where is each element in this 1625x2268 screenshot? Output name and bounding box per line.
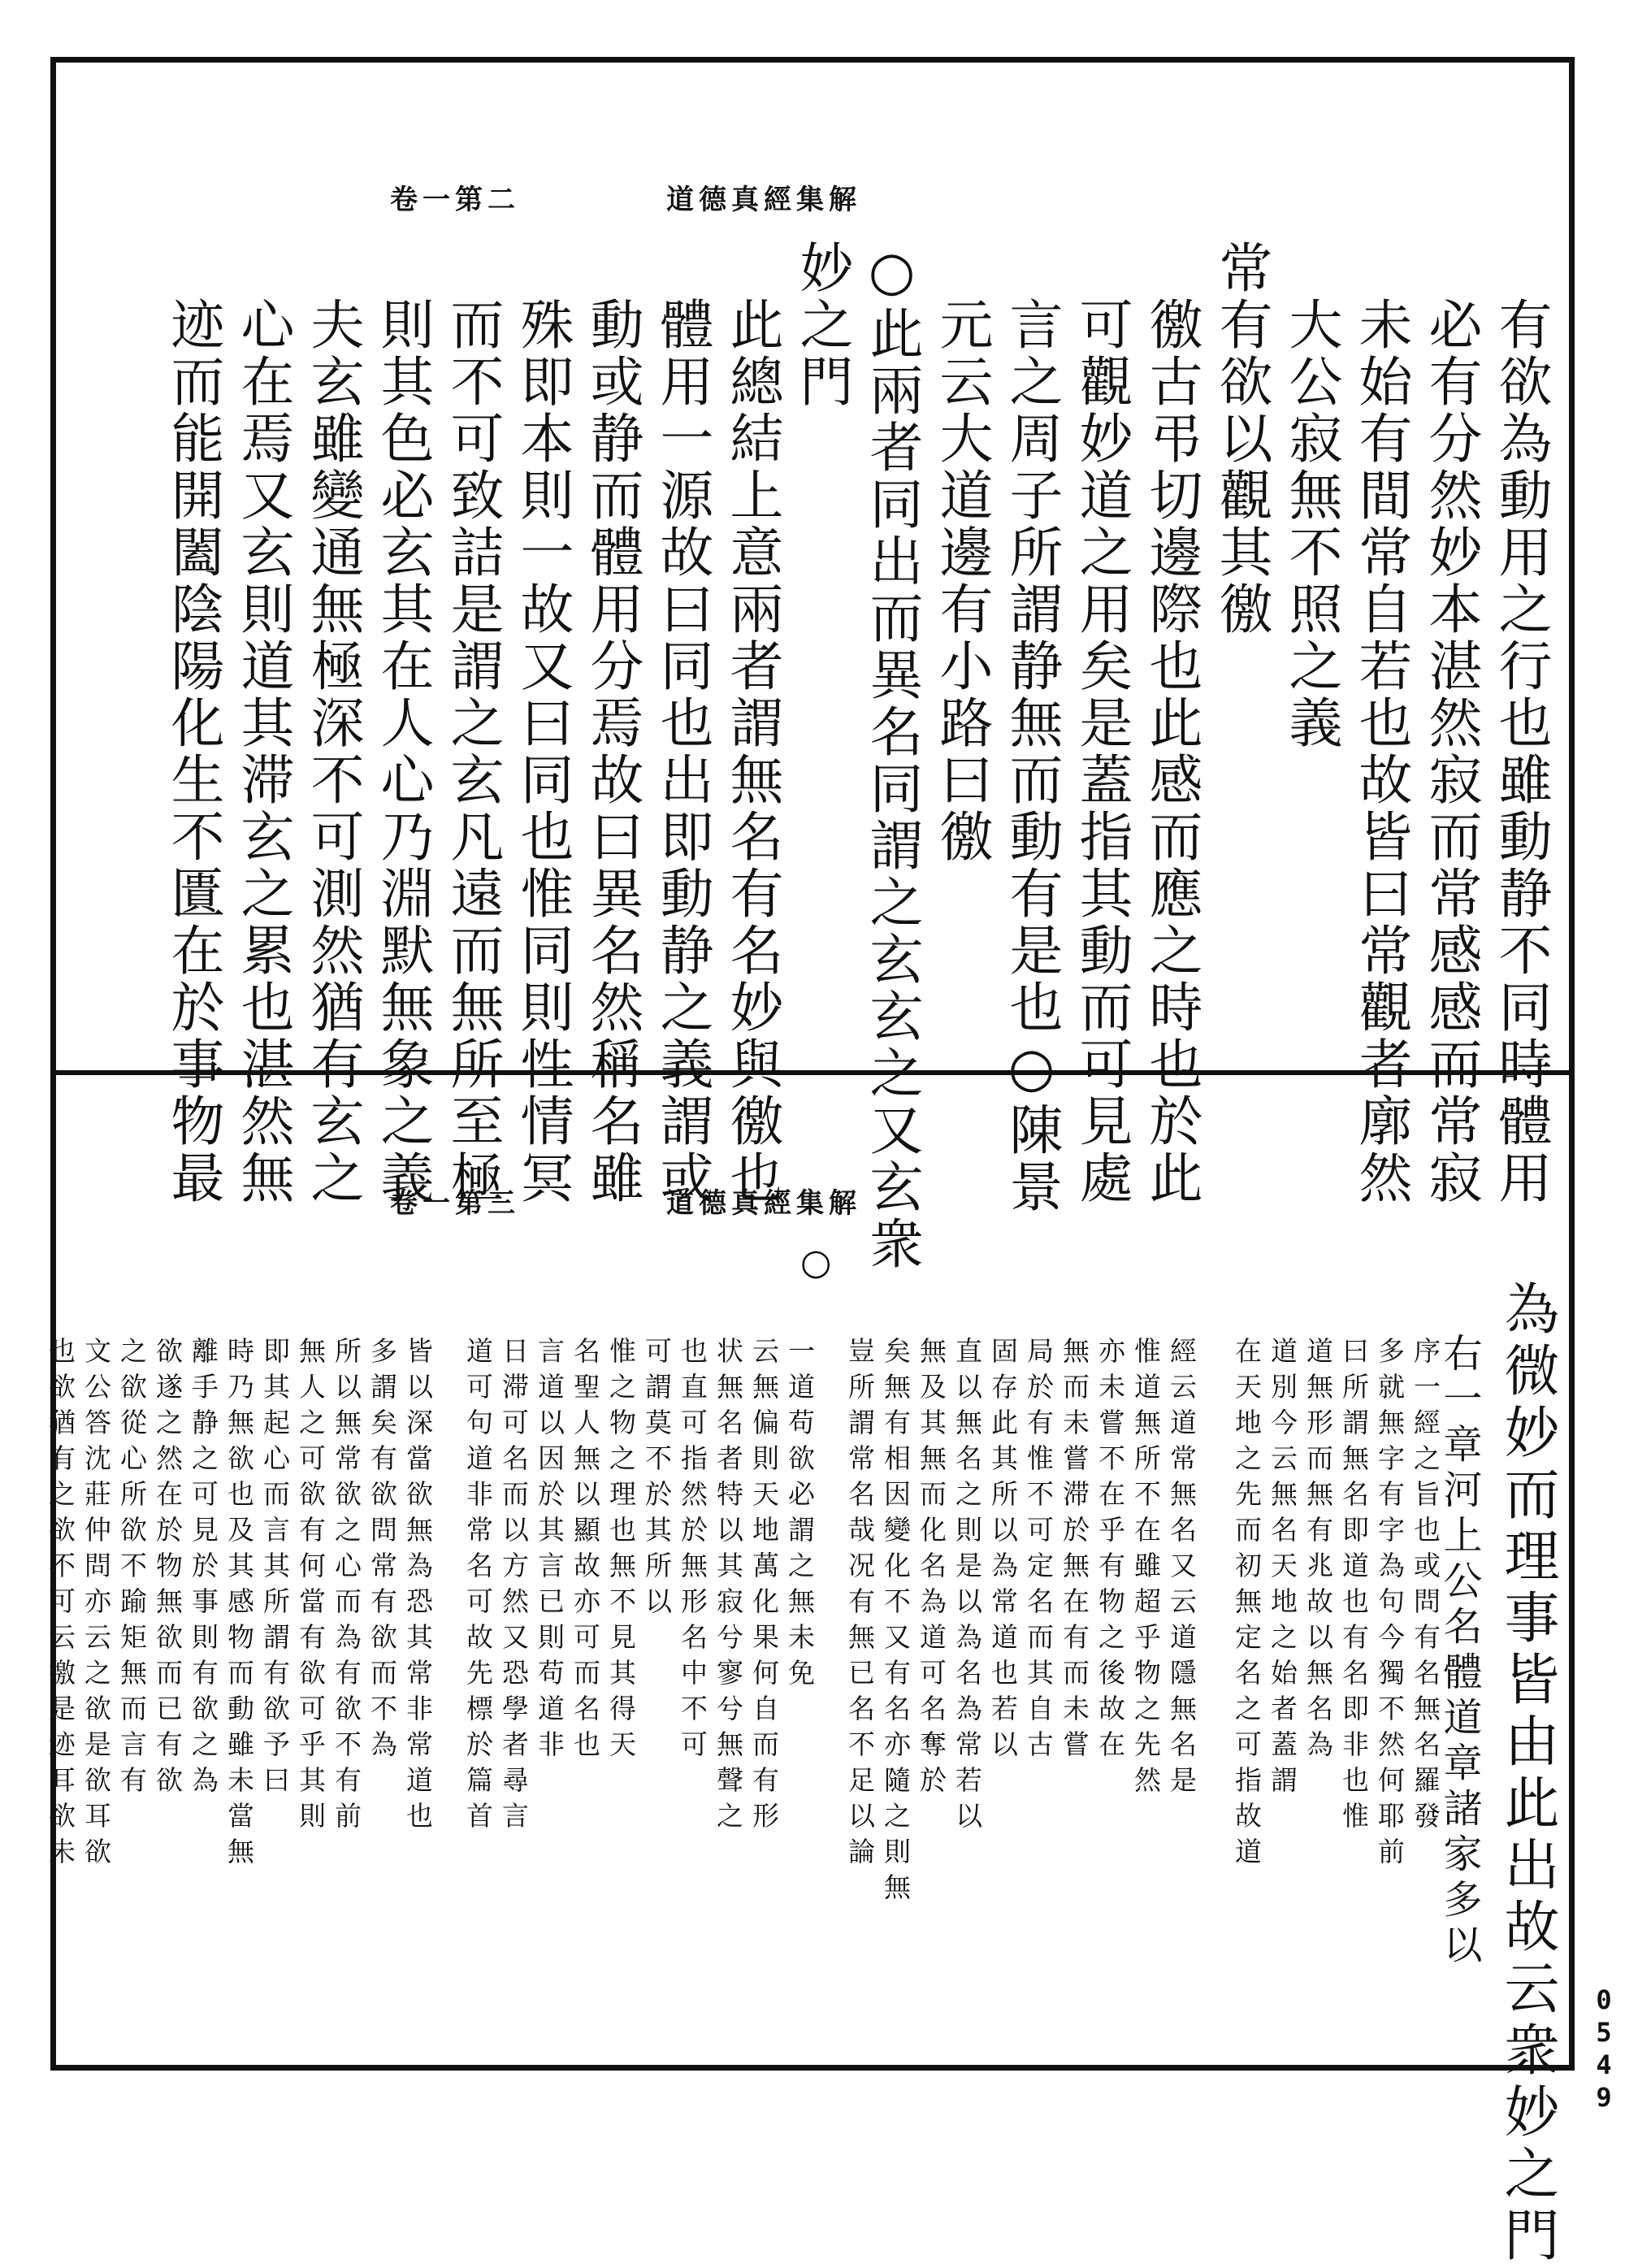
bottom-text-column: 也欲猶有之欲不可云徼是迹耳欲未	[45, 1337, 76, 1873]
bottom-text-column: 多就無字有字為句今獨不然何耶前	[1374, 1337, 1406, 1873]
bottom-text-column: 也直可指然於無形名中不可	[677, 1337, 708, 1766]
bottom-text-column: 經云道常無名又云道隱無名是	[1166, 1337, 1198, 1802]
bottom-header-book: 道德真經集解	[666, 1187, 861, 1220]
bottom-header-volume: 卷一第三	[390, 1187, 520, 1220]
page-number: 0549	[1588, 1984, 1619, 2114]
top-text-column: 有欲為動用之行也雖動静不同時體用	[1489, 297, 1552, 1207]
bottom-text-column: 矣無有相因變化不又有名亦隨之則無	[880, 1337, 912, 1909]
bottom-text-column: 豈所謂常名哉况有無已名不足以論	[844, 1337, 876, 1873]
bottom-text-column: 無及其無而化名為道可名奪於	[916, 1337, 947, 1802]
bottom-text-column: 即其起心而言其所謂有欲予曰	[259, 1337, 291, 1802]
bottom-text-column: 多謂矣有欲問常有欲而不為	[366, 1337, 398, 1766]
top-text-column: 元云大道邊有小路曰徼	[930, 297, 993, 865]
section-circle-mark: ○	[800, 1242, 832, 1283]
bottom-text-column: 惟道無所不在雖超乎物之先然	[1130, 1337, 1162, 1802]
bottom-text-column: 可謂莫不於其所以	[641, 1337, 673, 1623]
bottom-text-column: 曰所謂無名即道也有名即非也惟	[1338, 1337, 1370, 1837]
bottom-text-column: 無而未嘗滞於無在有而未嘗	[1059, 1337, 1090, 1766]
bottom-text-column: 無人之可欲有何當有欲可乎其則	[295, 1337, 327, 1837]
bottom-text-column: 所以無常欲之心而為有欲不有前	[331, 1337, 362, 1837]
top-text-column: 大公寂無不照之義	[1280, 297, 1342, 752]
top-text-column: ○此兩者同出而異名同謂之玄玄之又玄衆	[860, 240, 923, 1273]
top-text-column: 夫玄雖變通無極深不可測然猶有玄之	[301, 297, 364, 1207]
top-text-column: 體用一源故曰同也出即動静之義謂或	[651, 297, 713, 1207]
bottom-text-column: 離手静之可見於事則有欲之為	[188, 1337, 219, 1802]
bottom-text-column: 文公答沈莊仲問亦云之欲是欲耳欲	[80, 1337, 112, 1873]
top-text-column: 動或静而體用分焉故曰異名然稱名雖	[581, 297, 644, 1207]
bottom-text-column: 固存此其所以為常道也若以	[987, 1337, 1019, 1766]
top-text-column: 此總結上意兩者謂無名有名妙與徼也	[721, 297, 783, 1207]
bottom-text-column: 直以無名之則是以為名為常若以	[951, 1337, 983, 1837]
bottom-text-column: 欲遂之然在於物無欲而已有欲	[152, 1337, 184, 1802]
bottom-text-column: 亦未嘗不在乎有物之後故在	[1094, 1337, 1126, 1766]
bottom-text-column: 道別今云無名天地之始者蓋謂	[1267, 1337, 1298, 1802]
bottom-text-column: 皆以深當欲無為恐其常非常道也	[402, 1337, 434, 1837]
top-header-book: 道德真經集解	[666, 184, 861, 216]
top-text-column: 心在焉又玄則道其滞玄之累也湛然無	[232, 297, 294, 1207]
bottom-text-column: 道可句道非常名可故先標於篇首	[462, 1337, 494, 1837]
top-text-column: 未始有間常自若也故皆曰常觀者廓然	[1350, 297, 1412, 1207]
bottom-text-column: 道無形而無有兆故以無名為	[1302, 1337, 1334, 1766]
top-header-volume: 卷一第二	[390, 184, 520, 216]
bottom-text-column: 時乃無欲也及其感物而動雖未當無	[223, 1337, 255, 1873]
bottom-text-column: 右一章河上公名體道章諸家多以	[1436, 1333, 1482, 1970]
top-text-column: 而不可致詰是謂之玄凡遠而無所至極	[441, 297, 504, 1207]
bottom-text-column: 序一經之旨也或問有名無名羅發	[1410, 1337, 1441, 1837]
top-text-column: 必有分然妙本湛然寂而常感感而常寂	[1419, 297, 1482, 1207]
top-text-column: 可觀妙道之用矣是蓋指其動而可見處	[1070, 297, 1133, 1207]
top-text-column: 則其色必玄其在人心乃淵默無象之義	[371, 297, 434, 1207]
top-text-column: 迹而能開闔陰陽化生不匱在於事物最	[162, 297, 224, 1207]
bottom-text-column: 惟之物之理也無不見其得天	[605, 1337, 637, 1766]
bottom-text-column: 名聖人無以顯故亦可而名也	[570, 1337, 601, 1766]
bottom-title-column: 為微妙而理事皆由此出故云衆妙之門	[1495, 1280, 1559, 2268]
bottom-text-column: 一道苟欲必謂之無未免	[784, 1337, 816, 1694]
bottom-text-column: 状無名者特以其寂兮寥兮無聲之	[713, 1337, 744, 1837]
bottom-text-column: 之欲從心所欲不踰矩無而言有	[116, 1337, 148, 1802]
bottom-text-column: 言道以因於其言已則苟道非	[534, 1337, 566, 1766]
top-text-column: 言之周子所謂静無而動有是也○陳景	[1000, 297, 1063, 1216]
bottom-text-column: 云無偏則天地萬化果何自而有形	[748, 1337, 780, 1837]
top-text-column: 常有欲以觀其徼	[1210, 240, 1272, 638]
top-text-column: 妙之門	[791, 240, 853, 410]
top-text-column: 殊即本則一故又曰同也惟同則性情冥	[511, 297, 574, 1207]
bottom-text-column: 局於有惟不可定名而其自古	[1023, 1337, 1055, 1766]
bottom-text-column: 日滞可名而以方然又恐學者尋言	[498, 1337, 530, 1837]
top-text-column: 徼古弔切邊際也此感而應之時也於此	[1140, 297, 1202, 1207]
bottom-text-column: 在天地之先而初無定名之可指故道	[1231, 1337, 1263, 1873]
